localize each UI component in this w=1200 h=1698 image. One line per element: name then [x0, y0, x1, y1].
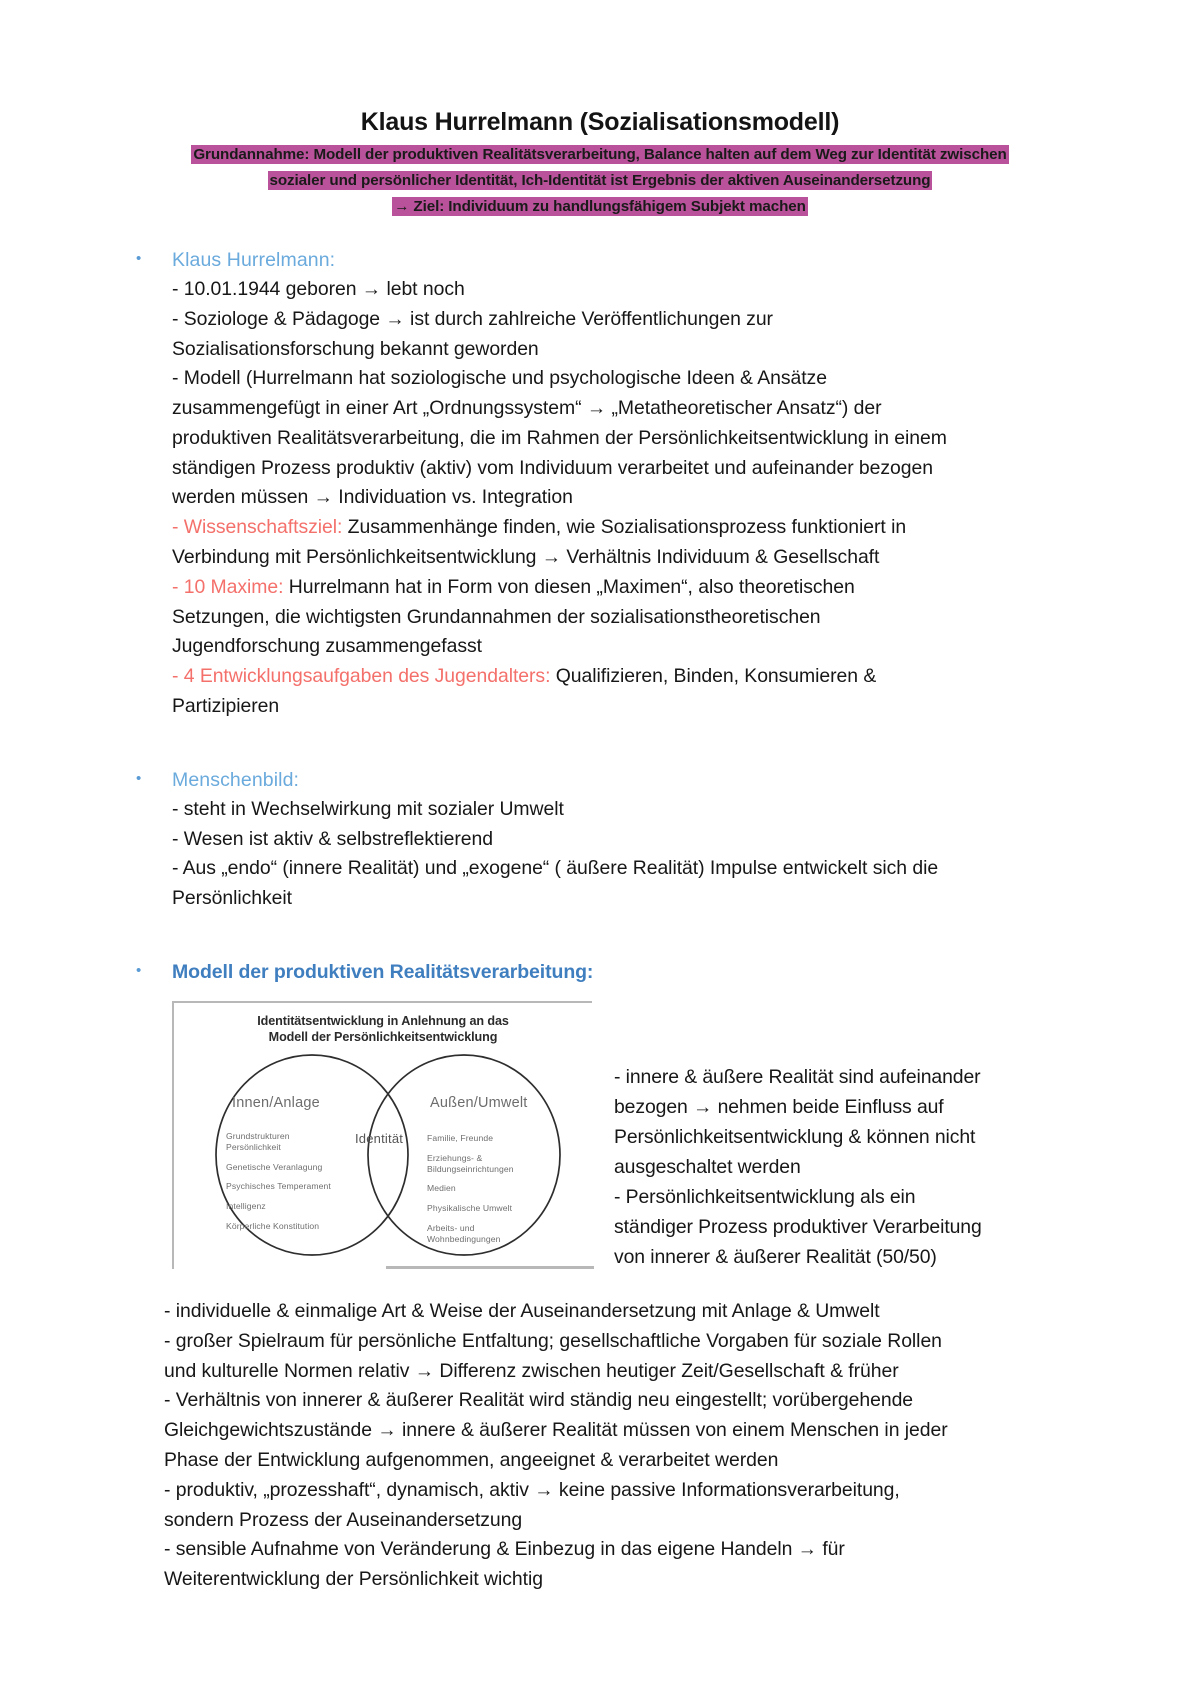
text-line: zusammengefügt in einer Art „Ordnungssystem“ → „Metatheoretischer Ansatz“) der [172, 397, 882, 420]
text-line: - innere & äußere Realität sind aufeinander [614, 1066, 981, 1089]
venn-items-right [427, 1133, 552, 1253]
menschenbild-lines [172, 795, 1020, 914]
text-line: Phase der Entwicklung aufgenommen, angeeignet & verarbeitet werden [164, 1448, 779, 1471]
venn-items-left [226, 1131, 346, 1240]
page-title: Klaus Hurrelmann (Sozialisationsmodell) [360, 108, 840, 136]
text-line: - sensible Aufnahme von Veränderung & Einbezug in das eigene Handeln → für [164, 1538, 845, 1561]
section-heading-modell: Modell der produktiven Realitätsverarbeitung: [172, 961, 594, 984]
venn-left-item: Psychisches Temperament [226, 1181, 331, 1192]
venn-right-item: Physikalische Umwelt [427, 1203, 513, 1214]
modell-tail-lines [164, 1297, 1020, 1595]
venn-right-item: Familie, Freunde [427, 1133, 494, 1144]
venn-left-list [226, 1131, 346, 1231]
text-line-maxime [172, 573, 1020, 603]
bullet-row-hurrelmann [136, 246, 1020, 275]
text-line-entwicklungsaufgaben [172, 662, 1020, 692]
text-line: Setzungen, die wichtigsten Grundannahmen der sozialisationstheoretischen [172, 605, 821, 628]
section-heading-hurrelmann: Klaus Hurrelmann: [172, 248, 336, 271]
subtitle-text-2: sozialer und persönlicher Identität, Ich-Identität ist Ergebnis der aktiven Auseinandersetzung [269, 172, 931, 190]
text-line: Partizipieren [172, 694, 280, 717]
text-line: - steht in Wechselwirkung mit sozialer Umwelt [172, 797, 564, 820]
text-line: ausgeschaltet werden [614, 1156, 801, 1179]
text-line: - Modell (Hurrelmann hat soziologische und psychologische Ideen & Ansätze [172, 367, 827, 390]
section-spacer [136, 722, 1020, 748]
label-wissenschaftsziel: - Wissenschaftsziel: [172, 516, 343, 539]
venn-right-item: Erziehungs- & Bildungseinrichtungen [427, 1153, 514, 1174]
bullet-row-menschenbild [136, 766, 1020, 795]
section-klaus-hurrelmann [136, 246, 1020, 722]
text-line: - Soziologe & Pädagoge → ist durch zahlreiche Veröffentlichungen zur [172, 307, 773, 330]
subtitle-text-1: Grundannahme: Modell der produktiven Realitätsverarbeitung, Balance halten auf dem Weg zur Identität zwischen [193, 145, 1007, 163]
text-line: produktiven Realitätsverarbeitung, die im Rahmen der Persönlichkeitsentwicklung in einem [172, 426, 947, 449]
text-line: Persönlichkeitsentwicklung & können nicht [614, 1126, 976, 1149]
text-maxime: Hurrelmann hat in Form von diesen „Maximen“, also theoretischen [283, 575, 855, 598]
text-line: Verbindung mit Persönlichkeitsentwicklung → Verhältnis Individuum & Gesellschaft [172, 545, 880, 568]
venn-right-item: Arbeits- und Wohnbedingungen [427, 1222, 501, 1244]
figure-with-sidetext [172, 1001, 1020, 1273]
bullet-row-modell [136, 958, 1020, 987]
text-line: bezogen → nehmen beide Einfluss auf [614, 1096, 944, 1119]
section-modell [136, 958, 1020, 1595]
text-line-wissenschaftsziel [172, 513, 1020, 543]
highlighted-subtitle [0, 143, 1200, 220]
text-line: Gleichgewichtszustände → innere & äußerer Realität müssen von einem Menschen in jeder [164, 1419, 948, 1442]
bullet-dot-icon: • [136, 249, 142, 267]
venn-left-item: Intelligenz [226, 1201, 266, 1212]
text-line: und kulturelle Normen relativ → Differenz zwischen heutiger Zeit/Gesellschaft & früher [164, 1359, 899, 1382]
text-line: sondern Prozess der Auseinandersetzung [164, 1508, 523, 1531]
text-line: Weiterentwicklung der Persönlichkeit wichtig [164, 1568, 543, 1591]
text-line: werden müssen → Individuation vs. Integration [172, 486, 573, 509]
text-line: ständiger Prozess produktiver Verarbeitung [614, 1216, 982, 1239]
label-10-maxime: - 10 Maxime: [172, 575, 284, 598]
venn-diagram-figure [172, 1001, 592, 1269]
venn-left-item: Grundstrukturen Persönlichkeit [226, 1131, 290, 1153]
text-line: - großer Spielraum für persönliche Entfaltung; gesellschaftliche Vorgaben für soziale Rollen [164, 1329, 942, 1352]
text-line: ständigen Prozess produktiv (aktiv) vom Individuum verarbeitet und aufeinander bezogen [172, 456, 933, 479]
text-line: Sozialisationsforschung bekannt geworden [172, 337, 539, 360]
text-line: - Aus „endo“ (innere Realität) und „exogene“ ( äußere Realität) Impulse entwickelt sich die [172, 857, 939, 880]
text-line: von innerer & äußerer Realität (50/50) [614, 1246, 937, 1269]
subtitle-text-3: → Ziel: Individuum zu handlungsfähigem Subjekt machen [394, 198, 806, 216]
venn-right-list [427, 1133, 552, 1244]
document-body [0, 246, 1200, 1595]
figure-side-text [614, 1001, 1020, 1273]
text-line: - Verhältnis von innerer & äußerer Realität wird ständig neu eingestellt; vorübergehende [164, 1389, 914, 1412]
text-line: - 10.01.1944 geboren → lebt noch [172, 277, 465, 300]
text-line: - Persönlichkeitsentwicklung als ein [614, 1186, 916, 1209]
venn-label-left: Innen/Anlage [232, 1095, 320, 1112]
hurrelmann-lines [172, 275, 1020, 722]
subtitle-line-2 [105, 169, 1095, 193]
section-spacer [136, 914, 1020, 940]
venn-left-item: Körperliche Konstitution [226, 1220, 320, 1231]
section-menschenbild [136, 766, 1020, 914]
text-wissenschaftsziel: Zusammenhänge finden, wie Sozialisationsprozess funktioniert in [342, 516, 907, 539]
venn-left-item: Genetische Veranlagung [226, 1161, 323, 1172]
text-entwicklungsaufgaben: Qualifizieren, Binden, Konsumieren & [550, 665, 877, 688]
section-heading-menschenbild: Menschenbild: [172, 768, 300, 791]
text-line: - Wesen ist aktiv & selbstreflektierend [172, 827, 493, 850]
subtitle-line-1 [105, 143, 1095, 167]
figure-title-line-1: Identitätsentwicklung in Anlehnung an das [257, 1014, 509, 1029]
label-4-entwicklungsaufgaben: - 4 Entwicklungsaufgaben des Jugendalters: [172, 665, 551, 688]
text-line: - produktiv, „prozesshaft“, dynamisch, aktiv → keine passive Informationsverarbeitung, [164, 1478, 900, 1501]
figure-title-line-2: Modell der Persönlichkeitsentwicklung [268, 1030, 498, 1045]
bullet-dot-icon: • [136, 769, 142, 787]
bullet-dot-icon: • [136, 962, 142, 980]
venn-label-intersection: Identität [355, 1131, 404, 1147]
venn-label-right: Außen/Umwelt [430, 1095, 528, 1112]
text-line: Persönlichkeit [172, 887, 293, 910]
venn-right-item: Medien [427, 1183, 456, 1194]
text-line: Jugendforschung zusammengefasst [172, 635, 482, 658]
subtitle-line-3 [105, 195, 1095, 219]
text-line: - individuelle & einmalige Art & Weise der Auseinandersetzung mit Anlage & Umwelt [164, 1300, 880, 1323]
